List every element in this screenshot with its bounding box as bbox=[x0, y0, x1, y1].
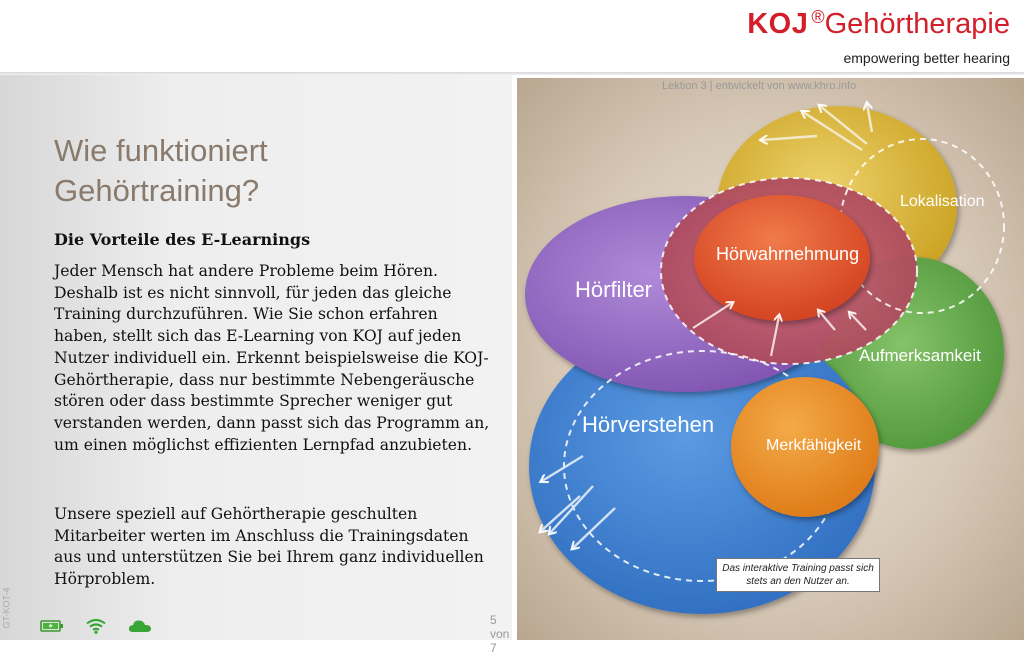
wifi-icon bbox=[86, 618, 106, 639]
brand-koj: KOJ bbox=[747, 8, 809, 40]
label-merkfaehigkeit: Merkfähigkeit bbox=[766, 437, 862, 454]
diagram-note: Das interaktive Training passt sich stets an den Nutzer an. bbox=[716, 558, 880, 592]
battery-icon bbox=[40, 619, 64, 638]
label-aufmerksamkeit: Aufmerksamkeit bbox=[859, 346, 981, 365]
label-hoerverstehen: Hörverstehen bbox=[582, 412, 715, 437]
lesson-text-panel bbox=[0, 75, 512, 655]
label-lokalisation: Lokalisation bbox=[900, 193, 985, 210]
page-title-line-1: Wie funktioniert bbox=[54, 133, 268, 168]
cloud-icon bbox=[128, 619, 152, 638]
app-header bbox=[0, 0, 1024, 72]
hearing-skills-diagram bbox=[517, 78, 1024, 640]
brand-tagline: empowering better hearing bbox=[843, 50, 1010, 66]
label-hoerwahrnehmung: Hörwahrnehmung bbox=[716, 244, 860, 264]
brand-logo bbox=[747, 8, 1010, 41]
lesson-credit: Lektion 3 | entwickelt von www.khro.info bbox=[662, 80, 857, 92]
page-indicator: 5 von 7 bbox=[490, 613, 510, 655]
body-paragraph-2: Unsere speziell auf Gehörtherapie geschulten Mitarbeiter werten im Anschluss die Trainingsdaten aus und unterstützen Sie bei Ihrem ganz individuellen Hörproblem. bbox=[54, 505, 484, 589]
brand-name: Gehörtherapie bbox=[824, 8, 1010, 40]
label-hoerfilter: Hörfilter bbox=[575, 277, 653, 302]
section-subheading: Die Vorteile des E-Learnings bbox=[54, 230, 311, 249]
page-title-line-2: Gehörtraining? bbox=[54, 173, 260, 208]
body-paragraph-1: Jeder Mensch hat andere Probleme beim Hören. Deshalb ist es nicht sinnvoll, für jeden das gleiche Training durchzuführen. Wie Sie schon erfahren haben, stellt sich das E-Learning von KOJ auf jeden Nutzer individuell ein. Erkennt beispielsweise die KOJ-Gehörtherapie, dass nur bestimmte Nebengeräusche stören oder dass bestimmte Sprecher weniger gut verstanden werden, dann passt sich das Programm an, um einen möglichst effizienten Lernpfad anzubieten. bbox=[54, 262, 490, 454]
side-code-label: GT-KOT-4 bbox=[1, 587, 12, 629]
page-title bbox=[54, 131, 268, 211]
status-bar bbox=[40, 618, 152, 639]
brand-registered-mark: ® bbox=[811, 7, 825, 27]
